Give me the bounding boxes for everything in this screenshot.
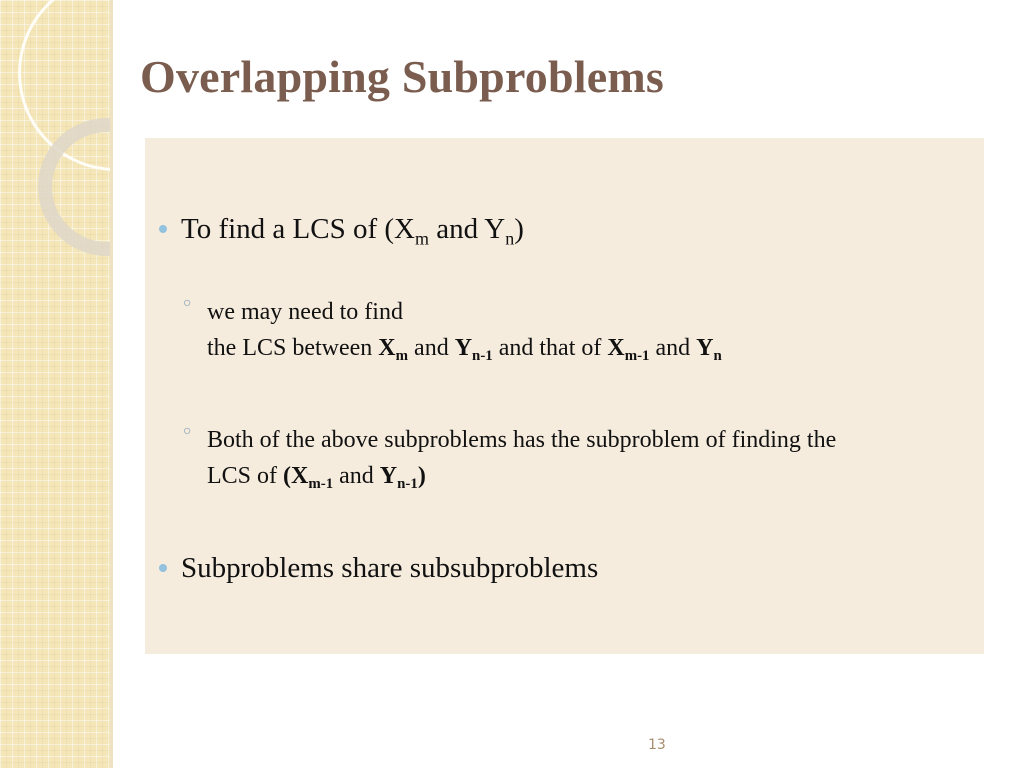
bullet-dot-icon <box>159 564 167 572</box>
content-box <box>145 138 984 654</box>
bullet-text: To find a LCS of ($X_m$ and $Y_n$) <box>181 213 524 249</box>
hollow-bullet-icon: ○ <box>183 424 192 439</box>
bullet-text: Subproblems share subsubproblems <box>181 552 599 584</box>
page-number: 13 <box>648 737 666 753</box>
sub-bullet-text: Both of the above subproblems has the subproblem of finding the LCS of ($X_{m-1}$ and $Y_{n-1}$) <box>207 427 837 493</box>
strip-divider <box>110 0 113 768</box>
bullet-dot-icon <box>159 225 167 233</box>
slide-title: Overlapping Subproblems <box>140 51 664 102</box>
hollow-bullet-icon: ○ <box>183 296 192 311</box>
decorative-side-strip <box>0 0 113 768</box>
sub-bullet-text: we may need to find the LCS between $X_m$ and $Y_{n-1}$ and that of $X_{m-1}$ and $Y_n$ <box>207 299 722 365</box>
